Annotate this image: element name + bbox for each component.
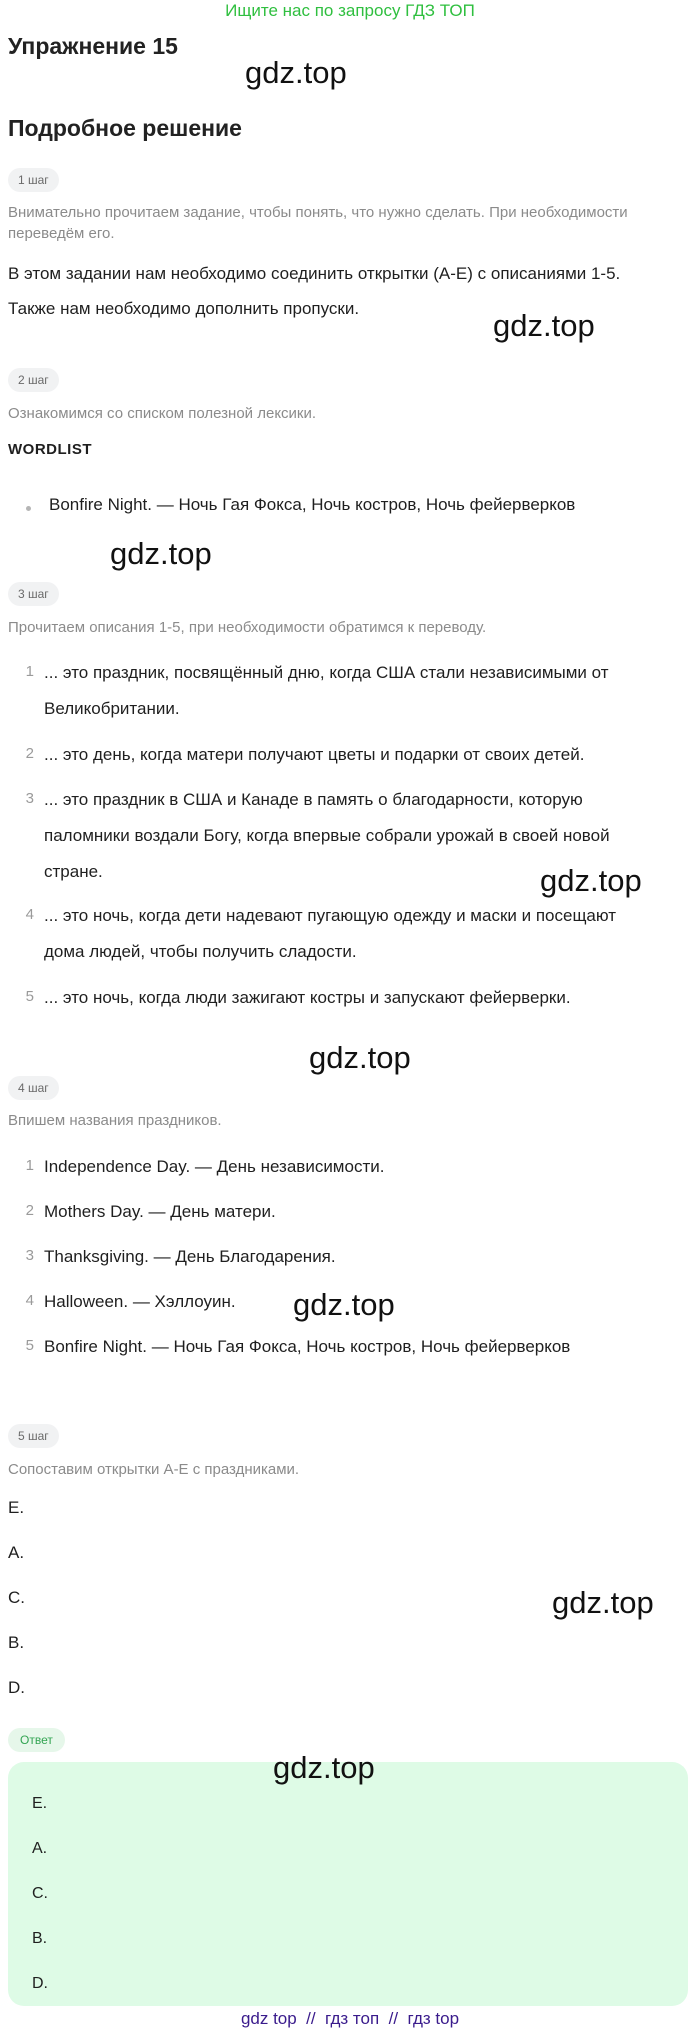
list-number: 4 [25,906,34,923]
description-item-4 [44,898,684,970]
top-banner-link[interactable]: Ищите нас по запросу ГДЗ ТОП [225,1,475,20]
answer-letter: A. [32,1840,48,1857]
step1-paragraph-1: В этом задании нам необходимо соединить открытки (A-E) с описаниями 1-5. [8,264,621,283]
line: ... это праздник, посвящённый дню, когда США стали независимыми от [44,663,609,682]
line: дома людей, чтобы получить сладости. [44,942,357,961]
line: ... это праздник в США и Канаде в память о благодарности, которую [44,790,583,809]
step1-paragraph-2: Также нам необходимо дополнить пропуски. [8,299,360,318]
step-chip-4: 4 шаг [8,1076,59,1100]
list-number: 3 [25,1247,34,1264]
step-chip-5: 5 шаг [8,1424,59,1448]
answer-letter: E. [32,1795,48,1812]
description-item-5 [44,980,684,1016]
list-number: 2 [25,745,34,762]
answer-letter: B. [32,1930,48,1947]
holiday-item-3: Thanksgiving. — День Благодарения. [44,1247,336,1266]
list-number: 3 [25,790,34,807]
watermark: gdz.top [493,308,595,343]
description-item-2 [44,737,684,773]
answer-box [8,1762,688,2006]
line: Великобритании. [44,699,180,718]
line: стране. [44,862,103,881]
bullet-dot [26,506,31,511]
step5-hint: Сопоставим открытки A-E с праздниками. [8,1461,300,1478]
watermark: gdz.top [293,1287,395,1322]
list-number: 2 [25,1202,34,1219]
watermark: gdz.top [540,863,642,898]
step4-hint: Впишем названия праздников. [8,1112,222,1129]
line: ... это ночь, когда люди зажигают костры и запускают фейерверки. [44,988,571,1007]
step-chip-2: 2 шаг [8,368,59,392]
wordlist-label: WORDLIST [8,441,92,458]
answer-letter: C. [32,1885,48,1902]
step1-hint: Внимательно прочитаем задание, чтобы понять, что нужно сделать. При необходимости переведём его. [8,204,628,242]
line: ... это день, когда матери получают цветы и подарки от своих детей. [44,745,585,764]
match-letter: A. [8,1543,25,1562]
list-number: 1 [25,663,34,680]
watermark: gdz.top [273,1750,375,1785]
list-number: 4 [25,1292,34,1309]
step-chip-3: 3 шаг [8,582,59,606]
line: ... это ночь, когда дети надевают пугающую одежду и маски и посещают [44,906,617,925]
match-letter: C. [8,1588,25,1607]
step-chip-1: 1 шаг [8,168,59,192]
holiday-item-1: Independence Day. — День независимости. [44,1157,385,1176]
answer-chip: Ответ [8,1728,65,1752]
step3-hint: Прочитаем описания 1-5, при необходимости обратимся к переводу. [8,619,487,636]
match-letter: B. [8,1633,25,1652]
wordlist-item: Bonfire Night. — Ночь Гая Фокса, Ночь костров, Ночь фейерверков [49,495,576,514]
description-item-1 [44,655,684,727]
list-number: 5 [25,1337,34,1354]
watermark: gdz.top [245,55,347,90]
list-number: 1 [25,1157,34,1174]
list-number: 5 [25,988,34,1005]
holiday-item-5: Bonfire Night. — Ночь Гая Фокса, Ночь костров, Ночь фейерверков [44,1337,571,1356]
section-title: Подробное решение [8,115,242,141]
watermark: gdz.top [552,1585,654,1620]
watermark: gdz.top [110,536,212,571]
match-letter: E. [8,1498,25,1517]
holiday-item-4: Halloween. — Хэллоуин. [44,1292,236,1311]
watermark: gdz.top [309,1040,411,1075]
footer-links[interactable]: gdz top // гдз топ // гдз top [240,2009,460,2028]
holiday-item-2: Mothers Day. — День матери. [44,1202,276,1221]
match-letter: D. [8,1678,25,1697]
answer-letter: D. [32,1975,48,1992]
line: паломники воздали Богу, когда впервые собрали урожай в своей новой [44,826,610,845]
page-title: Упражнение 15 [8,33,178,59]
step2-hint: Ознакомимся со списком полезной лексики. [8,405,317,422]
